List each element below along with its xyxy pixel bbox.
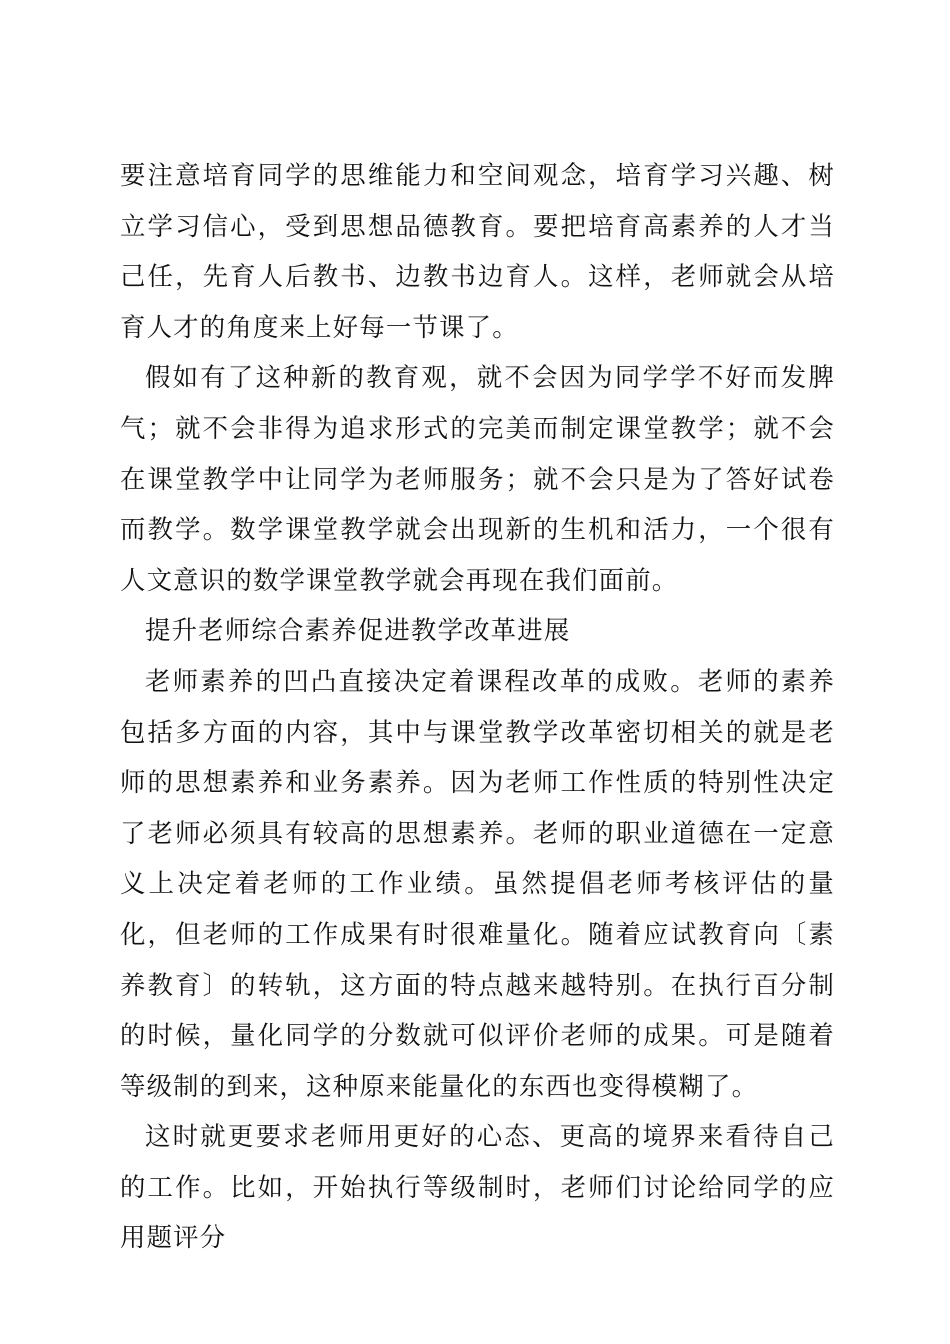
paragraph-4: 这时就更要求老师用更好的心态、更高的境界来看待自己的工作。比如，开始执行等级制时，老师们讨论给同学的应用题评分 [120,1121,835,1253]
document-body [120,150,835,1263]
paragraph-3: 老师素养的凹凸直接决定着课程改革的成败。老师的素养包括多方面的内容，其中与课堂教学改革密切相关的就是老师的思想素养和业务素养。因为老师工作性质的特别性决定了老师必须具有较高的思想素养。老师的职业道德在一定意义上决定着老师的工作业绩。虽然提倡老师考核评估的量化，但老师的工作成果有时很难量化。随着应试教育向〔素养教育〕的转轨，这方面的特点越来越特别。在执行百分制的时候，量化同学的分数就可似评价老师的成果。可是随着等级制的到来，这种原来能量化的东西也变得模糊了。 [120,665,835,1101]
section-heading: 提升老师综合素养促进教学改革进展 [145,615,571,646]
paragraph-2: 假如有了这种新的教育观，就不会因为同学学不好而发脾气；就不会非得为追求形式的完美而制定课堂教学；就不会在课堂教学中让同学为老师服务；就不会只是为了答好试卷而教学。数学课堂教学就会出现新的生机和活力，一个很有人文意识的数学课堂教学就会再现在我们面前。 [120,362,835,595]
paragraph-1: 要注意培育同学的思维能力和空间观念，培育学习兴趣、树立学习信心，受到思想品德教育。要把培育高素养的人才当己任，先育人后教书、边教书边育人。这样，老师就会从培育人才的角度来上好每一节课了。 [120,160,835,342]
